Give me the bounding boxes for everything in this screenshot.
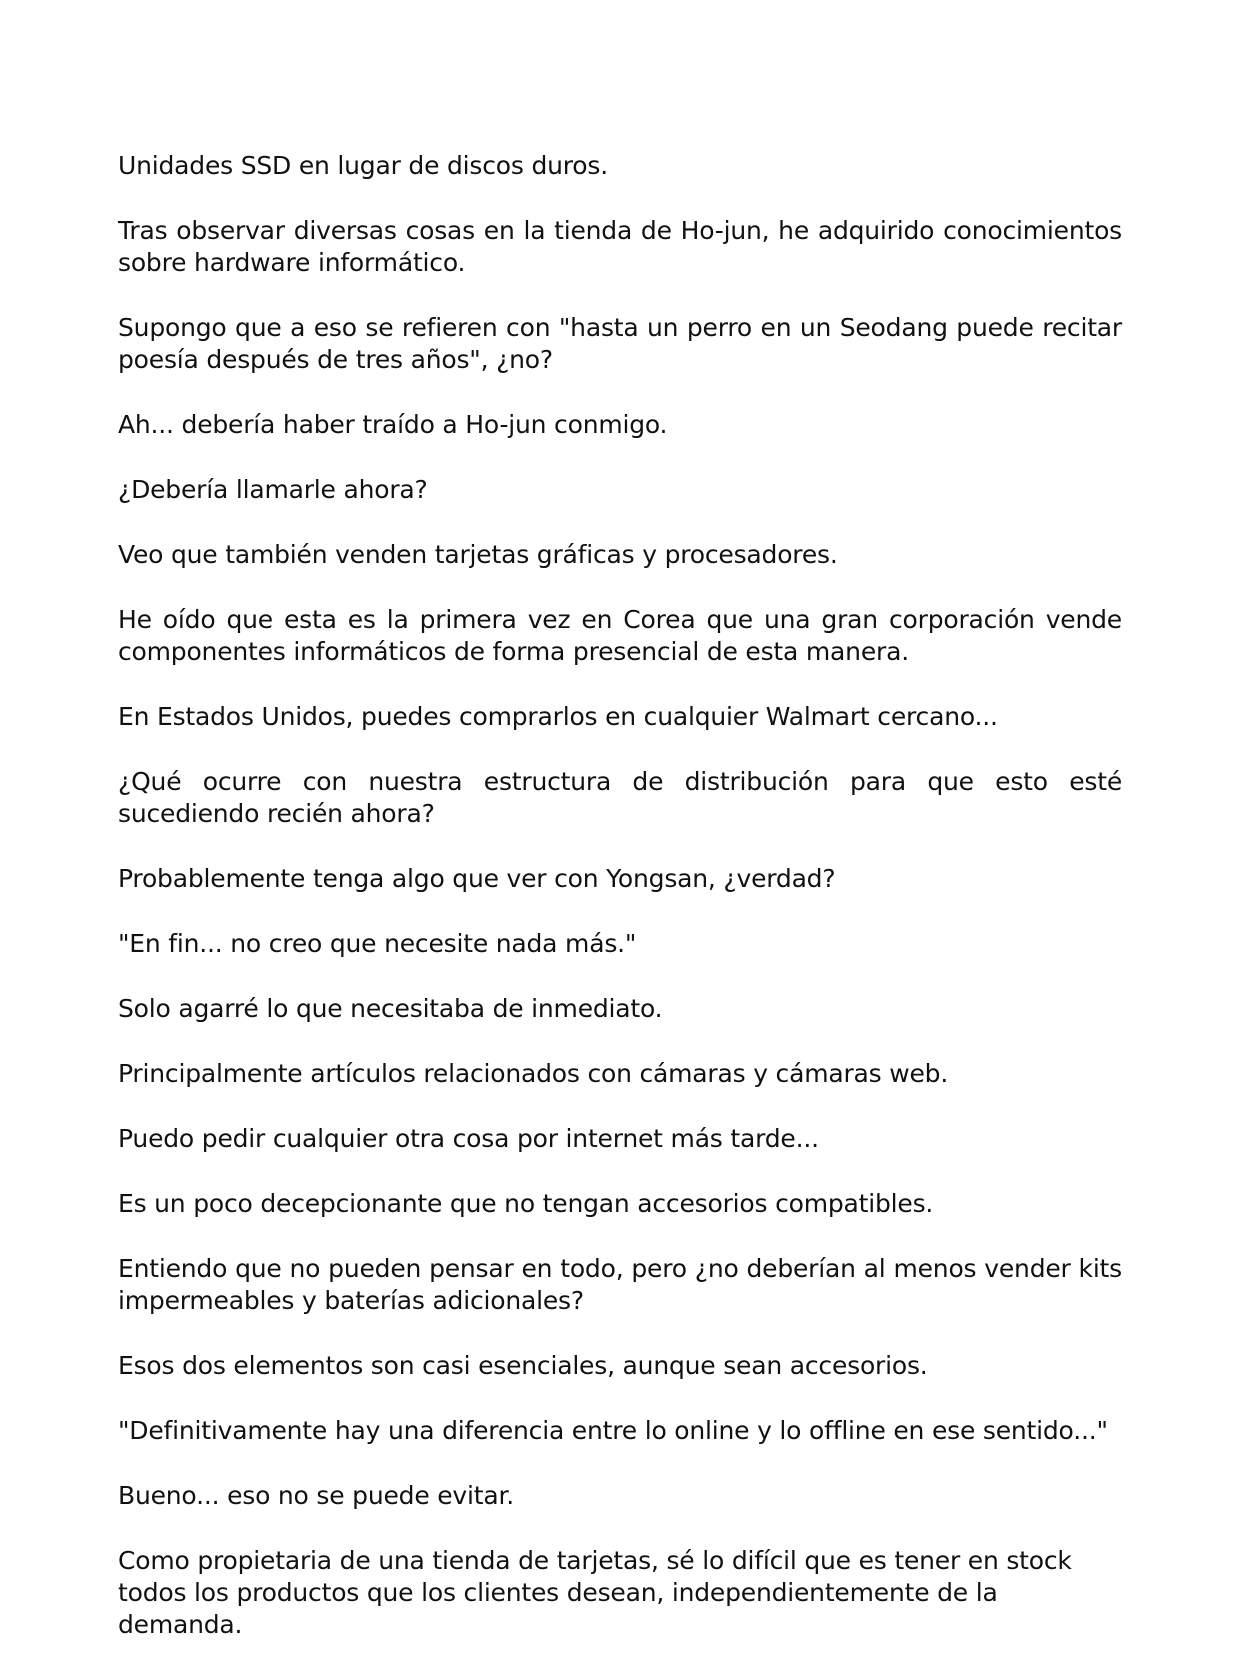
paragraph: "En fin... no creo que necesite nada más."	[118, 929, 637, 958]
paragraph: ¿Debería llamarle ahora?	[118, 475, 428, 504]
paragraph: Entiendo que no pueden pensar en todo, pero ¿no deberían al menos vender kits impermeables y baterías adicionales?	[118, 1254, 1122, 1315]
paragraph: Como propietaria de una tienda de tarjetas, sé lo difícil que es tener en stock todos los productos que los clientes desean, independientemente de la demanda.	[118, 1546, 1072, 1639]
document-body	[118, 150, 1122, 1674]
paragraph: Probablemente tenga algo que ver con Yongsan, ¿verdad?	[118, 864, 836, 893]
paragraph: Unidades SSD en lugar de discos duros.	[118, 151, 608, 180]
paragraph: "Definitivamente hay una diferencia entre lo online y lo offline en ese sentido..."	[118, 1416, 1108, 1445]
paragraph: Tras observar diversas cosas en la tienda de Ho-jun, he adquirido conocimientos sobre hardware informático.	[118, 216, 1122, 277]
paragraph: Es un poco decepcionante que no tengan accesorios compatibles.	[118, 1189, 934, 1218]
paragraph: Principalmente artículos relacionados con cámaras y cámaras web.	[118, 1059, 949, 1088]
paragraph: Puedo pedir cualquier otra cosa por internet más tarde...	[118, 1124, 819, 1153]
paragraph: Bueno... eso no se puede evitar.	[118, 1481, 515, 1510]
paragraph: Esos dos elementos son casi esenciales, aunque sean accesorios.	[118, 1351, 928, 1380]
paragraph: He oído que esta es la primera vez en Corea que una gran corporación vende componentes informáticos de forma presencial de esta manera.	[118, 605, 1122, 666]
paragraph: Veo que también venden tarjetas gráficas y procesadores.	[118, 540, 838, 569]
paragraph: En Estados Unidos, puedes comprarlos en cualquier Walmart cercano...	[118, 702, 998, 731]
paragraph: Supongo que a eso se refieren con "hasta un perro en un Seodang puede recitar poesía después de tres años", ¿no?	[118, 313, 1122, 374]
paragraph: Ah... debería haber traído a Ho-jun conmigo.	[118, 410, 668, 439]
paragraph: ¿Qué ocurre con nuestra estructura de distribución para que esto esté sucediendo recién ahora?	[118, 767, 1122, 828]
paragraph: Solo agarré lo que necesitaba de inmediato.	[118, 994, 663, 1023]
